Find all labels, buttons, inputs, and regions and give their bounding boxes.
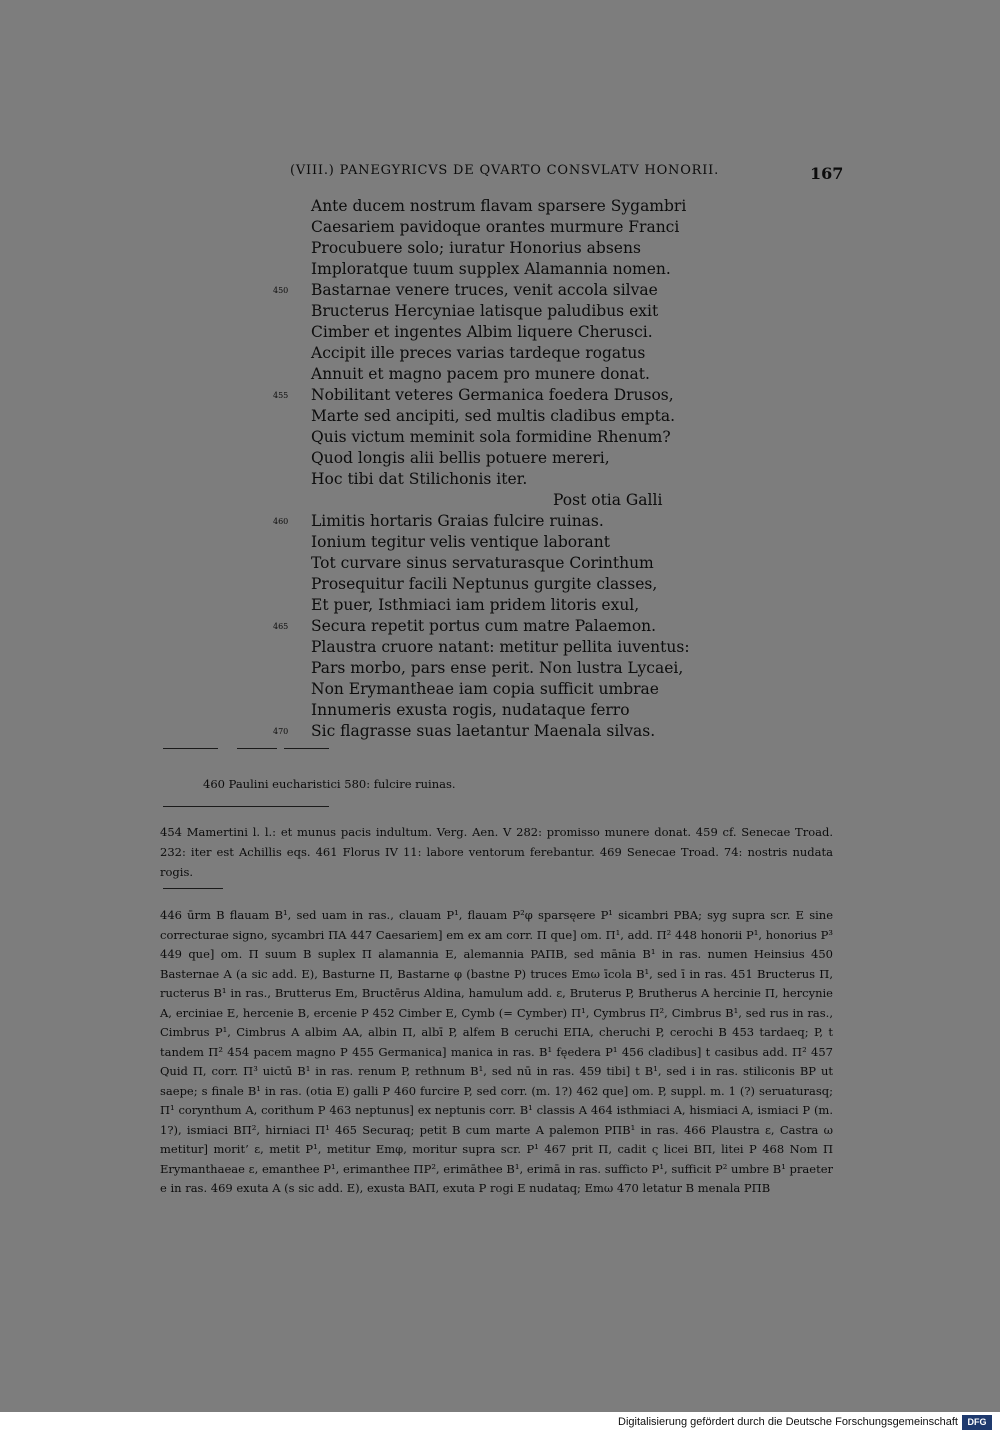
page-number: 167 (810, 164, 844, 183)
similia-apparatus: 454 Mamertini l. l.: et munus pacis indultum. Verg. Aen. V 282: promisso munere donat. 459 cf. Senecae Troad. 232: iter est Achillis eqs. 461 Florus IV 11: labore ventorum ferebantur. 469 Senecae Troad. 74: nostris nudata rogis. (160, 825, 833, 879)
poem-line: Cimber et ingentes Albim liquere Cherusci. (311, 323, 653, 341)
line-number: 470 (273, 727, 289, 736)
line-number: 460 (273, 517, 289, 526)
poem-line: Ante ducem nostrum flavam sparsere Sygambri (311, 197, 687, 215)
poem-line: Limitis hortaris Graias fulcire ruinas. (311, 512, 604, 530)
poem-line: Bastarnae venere truces, venit accola silvae (311, 281, 658, 299)
poem-line: Marte sed ancipiti, sed multis cladibus empta. (311, 407, 676, 425)
testimonia-note: 460 Paulini eucharistici 580: fulcire ruinas. (203, 777, 456, 791)
separator-line (163, 748, 218, 749)
running-header: (VIII.) PANEGYRICVS DE QVARTO CONSVLATV HONORII. (290, 163, 720, 178)
separator-line (163, 888, 223, 889)
line-number: 450 (273, 286, 289, 295)
critical-apparatus: 446 ūrm B flauam B¹, sed uam in ras., clauam P¹, flauam P²φ sparsęere P¹ sicambri PBA; syg supra scr. E sine correcturae signo, sycambri ΠA 447 Caesariem] em ex am corr. Π que] om. Π¹, add. Π² 448 honorii P¹, honorius P³ 449 que] om. Π suum B suplex Π alamannia E, alemannia PAΠB, sed mānia B¹ in ras. numen Heinsius 450 Basternae A (a sic add. E), Basturne Π, Bastarne φ (bastne P) truces Emω īcola B¹, sed ī in ras. 451 Bructerus Π, ructerus B¹ in ras., Brutterus Em, Bructērus Aldina, hamulum add. ε, Bruterus P, Brutherus A hercinie Π, hercynie A, erciniae E, hercenie B, ercenie P 452 Cimber E, Cymb (= Cymber) Π¹, Cymbrus Π², Cimbrus B¹, sed rus in ras., Cimbrus P¹, Cimbrus A albim AA, albin Π, albī P, alfem B ceruchi EΠA, cheruchi P, cerochi B 453 tardaeq; P, t tandem Π² 454 pacem magno P 455 Germanica] manica in ras. B¹ fęedera P¹ 456 cladibus] t casibus add. Π² 457 Quid Π, corr. Π³ uictū B¹ in ras. renum P, rethnum B¹, sed nū in ras. 459 tibi] t B¹, sed i in ras. stiliconis BP ut saepe; s finale B¹ in ras. (otia E) galli P 460 furcire P, sed corr. (m. 1?) 462 que] om. P, suppl. m. 1 (?) seruaturasq; Π¹ corynthum A, corithum P 463 neptunus] ex neptunis corr. B¹ classis A 464 isthmiaci A, hismiaci A, ismiaci P (m. 1?), ismiaci BΠ², hirniaci Π¹ 465 Securaq; petit B cum marte A palemon PΠB¹ in ras. 466 Plaustra ε, Castra ω metitur] morit’ ε, metit P¹, metitur Emφ, moritur supra scr. P¹ 467 prit Π, cadit ς licei BΠ, litei P 468 Nom Π Erymanthaeae ε, emanthee P¹, erimanthee ΠP², erimāthee B¹, erimā in ras. sufficto P¹, sufficit P² umbre B¹ praeter e in ras. 469 exuta A (s sic add. E), exusta BAΠ, exuta P rogi E nudataq; Emω 470 letatur B menala PΠB (160, 908, 833, 1195)
poem-line: Annuit et magno pacem pro munere donat. (311, 365, 650, 383)
poem-line: Secura repetit portus cum matre Palaemon. (311, 617, 657, 635)
poem-line: Quod longis alii bellis potuere mereri, (311, 449, 610, 467)
poem-line: Sic flagrasse suas laetantur Maenala silvas. (311, 722, 656, 740)
separator-line (237, 748, 277, 749)
footer-bar (0, 1412, 1000, 1434)
line-number: 455 (273, 391, 289, 400)
footer-credit: Digitalisierung gefördert durch die Deutsche Forschungsgemeinschaft (618, 1416, 958, 1428)
line-number: 465 (273, 622, 289, 631)
poem-line: Quis victum meminit sola formidine Rhenum? (311, 428, 671, 446)
poem-line: Hoc tibi dat Stilichonis iter. (311, 470, 528, 488)
separator-line (163, 806, 329, 807)
poem-line: Tot curvare sinus servaturasque Corinthum (311, 554, 654, 572)
poem-line: Et puer, Isthmiaci iam pridem litoris exul, (311, 596, 640, 614)
poem-line: Innumeris exusta rogis, nudataque ferro (311, 701, 630, 719)
poem-line: Non Erymantheae iam copia sufficit umbrae (311, 680, 659, 698)
poem-line: Pars morbo, pars ense perit. Non lustra Lycaei, (311, 659, 684, 677)
poem-line: Prosequitur facili Neptunus gurgite classes, (311, 575, 658, 593)
poem-line: Caesariem pavidoque orantes murmure Franci (311, 218, 680, 236)
poem-line: Nobilitant veteres Germanica foedera Drusos, (311, 386, 674, 404)
poem-line: Post otia Galli (553, 491, 663, 509)
poem-line: Ionium tegitur velis ventique laborant (311, 533, 610, 551)
poem-line: Imploratque tuum supplex Alamannia nomen. (311, 260, 671, 278)
dfg-logo: DFG (962, 1415, 992, 1430)
poem-line: Bructerus Hercyniae latisque paludibus exit (311, 302, 659, 320)
separator-line (284, 748, 329, 749)
poem-line: Procubuere solo; iuratur Honorius absens (311, 239, 641, 257)
poem-line: Plaustra cruore natant: metitur pellita iuventus: (311, 638, 690, 656)
poem-line: Accipit ille preces varias tardeque rogatus (311, 344, 646, 362)
